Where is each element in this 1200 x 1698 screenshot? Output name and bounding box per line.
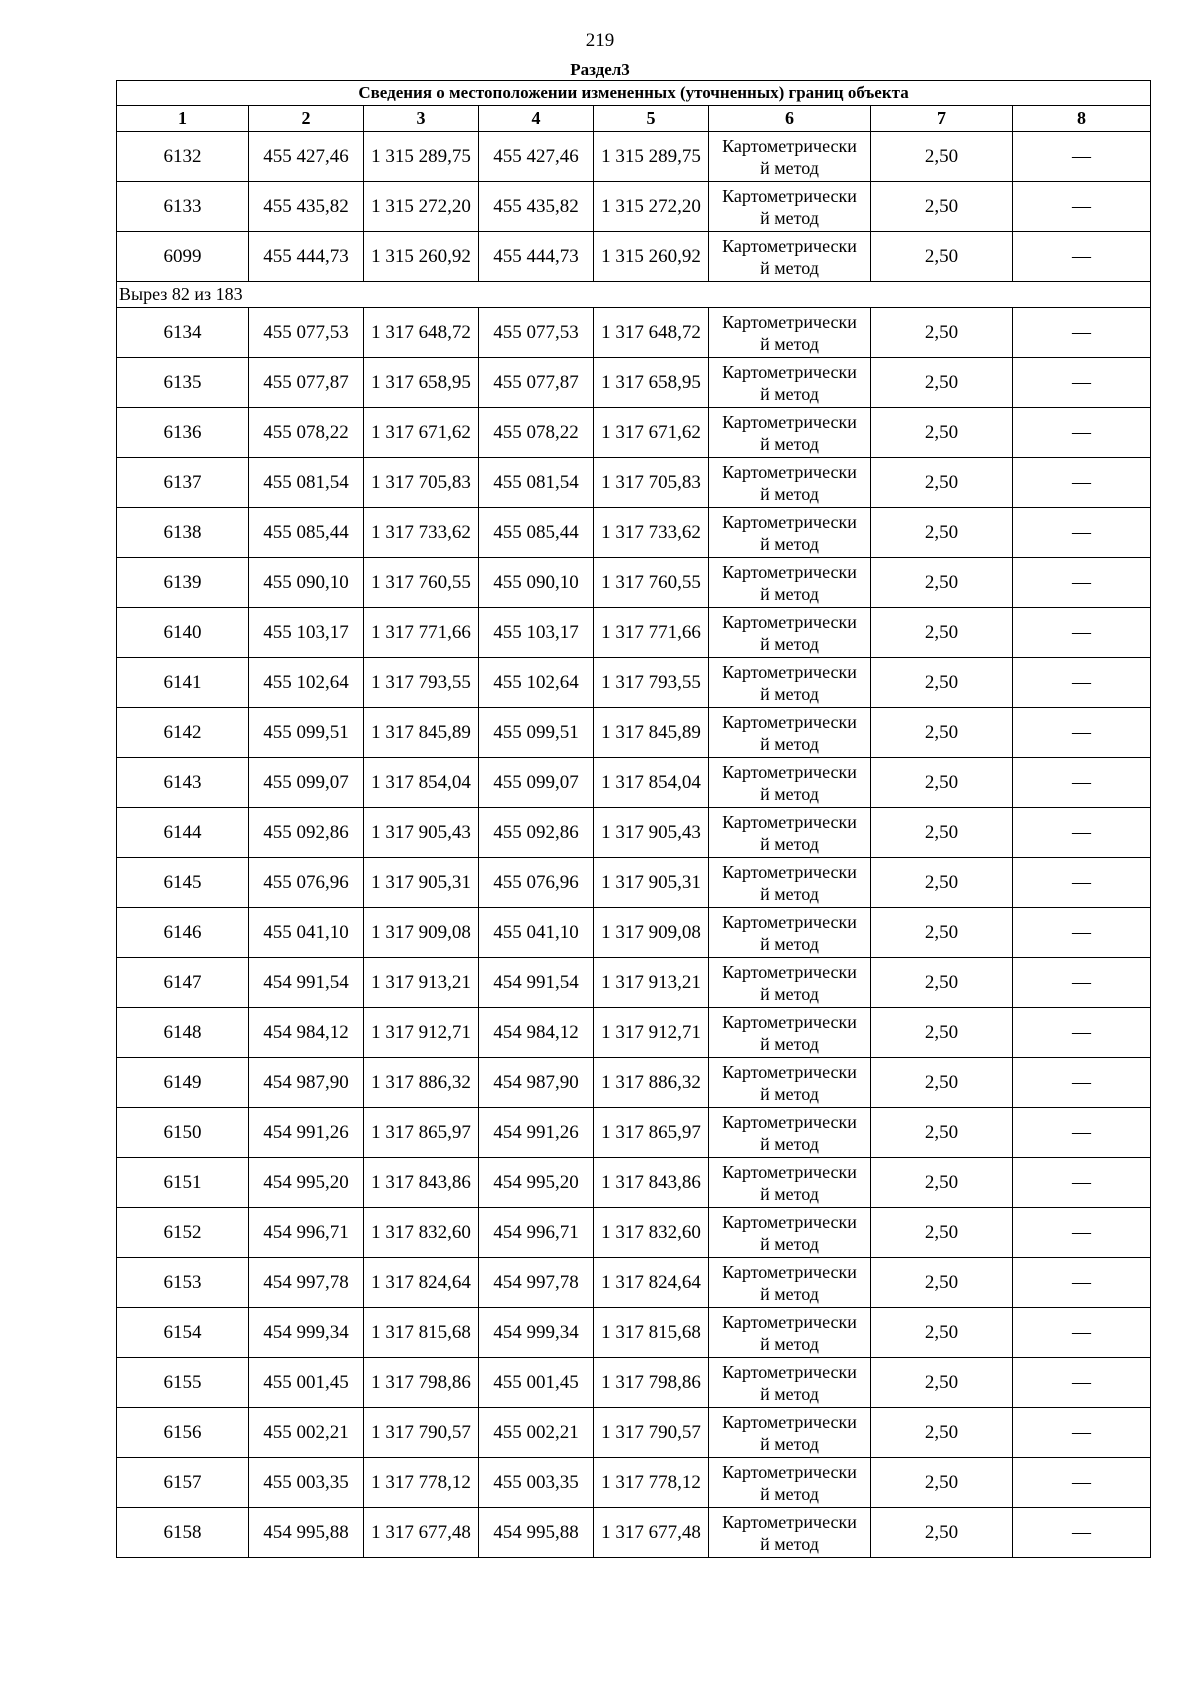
point-number-cell: 6136 xyxy=(117,408,249,458)
y-new-cell: 1 315 260,92 xyxy=(594,232,709,282)
description-cell: — xyxy=(1013,908,1151,958)
method-cell: Картометрически й метод xyxy=(709,658,871,708)
y-old-cell: 1 317 798,86 xyxy=(364,1358,479,1408)
y-new-cell: 1 317 824,64 xyxy=(594,1258,709,1308)
x-old-cell: 455 099,51 xyxy=(249,708,364,758)
method-cell: Картометрически й метод xyxy=(709,358,871,408)
table-row xyxy=(117,232,1151,282)
x-new-cell: 455 435,82 xyxy=(479,182,594,232)
x-new-cell: 455 092,86 xyxy=(479,808,594,858)
accuracy-cell: 2,50 xyxy=(871,1108,1013,1158)
accuracy-cell: 2,50 xyxy=(871,232,1013,282)
description-cell: — xyxy=(1013,1008,1151,1058)
y-old-cell: 1 317 760,55 xyxy=(364,558,479,608)
table-row xyxy=(117,1358,1151,1408)
table-row xyxy=(117,308,1151,358)
description-cell: — xyxy=(1013,408,1151,458)
x-new-cell: 455 077,53 xyxy=(479,308,594,358)
point-number-cell: 6137 xyxy=(117,458,249,508)
y-new-cell: 1 317 905,43 xyxy=(594,808,709,858)
column-number: 3 xyxy=(364,106,479,132)
x-new-cell: 455 078,22 xyxy=(479,408,594,458)
point-number-cell: 6138 xyxy=(117,508,249,558)
point-number-cell: 6157 xyxy=(117,1458,249,1508)
point-number-cell: 6151 xyxy=(117,1158,249,1208)
x-new-cell: 455 076,96 xyxy=(479,858,594,908)
table-row xyxy=(117,1408,1151,1458)
y-old-cell: 1 317 733,62 xyxy=(364,508,479,558)
point-number-cell: 6143 xyxy=(117,758,249,808)
y-new-cell: 1 317 771,66 xyxy=(594,608,709,658)
point-number-cell: 6155 xyxy=(117,1358,249,1408)
x-old-cell: 454 995,88 xyxy=(249,1508,364,1558)
table-row xyxy=(117,1208,1151,1258)
y-old-cell: 1 317 790,57 xyxy=(364,1408,479,1458)
x-old-cell: 455 078,22 xyxy=(249,408,364,458)
x-new-cell: 454 995,20 xyxy=(479,1158,594,1208)
method-cell: Картометрически й метод xyxy=(709,1408,871,1458)
point-number-cell: 6153 xyxy=(117,1258,249,1308)
method-cell: Картометрически й метод xyxy=(709,1308,871,1358)
accuracy-cell: 2,50 xyxy=(871,132,1013,182)
table-row xyxy=(117,1508,1151,1558)
table-row xyxy=(117,758,1151,808)
x-new-cell: 455 099,51 xyxy=(479,708,594,758)
method-cell: Картометрически й метод xyxy=(709,132,871,182)
point-number-cell: 6139 xyxy=(117,558,249,608)
accuracy-cell: 2,50 xyxy=(871,1208,1013,1258)
point-number-cell: 6134 xyxy=(117,308,249,358)
point-number-cell: 6158 xyxy=(117,1508,249,1558)
table-row xyxy=(117,132,1151,182)
x-old-cell: 455 041,10 xyxy=(249,908,364,958)
y-old-cell: 1 317 658,95 xyxy=(364,358,479,408)
method-cell: Картометрически й метод xyxy=(709,908,871,958)
y-old-cell: 1 317 824,64 xyxy=(364,1258,479,1308)
x-new-cell: 455 085,44 xyxy=(479,508,594,558)
x-new-cell: 455 090,10 xyxy=(479,558,594,608)
x-old-cell: 455 077,87 xyxy=(249,358,364,408)
method-cell: Картометрически й метод xyxy=(709,1258,871,1308)
table-row xyxy=(117,1308,1151,1358)
x-old-cell: 454 999,34 xyxy=(249,1308,364,1358)
x-new-cell: 454 997,78 xyxy=(479,1258,594,1308)
y-old-cell: 1 317 845,89 xyxy=(364,708,479,758)
accuracy-cell: 2,50 xyxy=(871,1458,1013,1508)
x-old-cell: 455 002,21 xyxy=(249,1408,364,1458)
y-new-cell: 1 317 909,08 xyxy=(594,908,709,958)
accuracy-cell: 2,50 xyxy=(871,908,1013,958)
x-old-cell: 455 427,46 xyxy=(249,132,364,182)
method-cell: Картометрически й метод xyxy=(709,1208,871,1258)
y-new-cell: 1 315 272,20 xyxy=(594,182,709,232)
y-new-cell: 1 317 843,86 xyxy=(594,1158,709,1208)
point-number-cell: 6156 xyxy=(117,1408,249,1458)
x-new-cell: 455 041,10 xyxy=(479,908,594,958)
y-new-cell: 1 317 913,21 xyxy=(594,958,709,1008)
y-new-cell: 1 317 912,71 xyxy=(594,1008,709,1058)
y-new-cell: 1 317 778,12 xyxy=(594,1458,709,1508)
table-row xyxy=(117,658,1151,708)
y-new-cell: 1 317 648,72 xyxy=(594,308,709,358)
y-new-cell: 1 317 671,62 xyxy=(594,408,709,458)
description-cell: — xyxy=(1013,508,1151,558)
section-row xyxy=(117,282,1151,308)
x-new-cell: 454 999,34 xyxy=(479,1308,594,1358)
accuracy-cell: 2,50 xyxy=(871,808,1013,858)
accuracy-cell: 2,50 xyxy=(871,182,1013,232)
description-cell: — xyxy=(1013,1208,1151,1258)
y-old-cell: 1 317 778,12 xyxy=(364,1458,479,1508)
point-number-cell: 6149 xyxy=(117,1058,249,1108)
description-cell: — xyxy=(1013,1408,1151,1458)
method-cell: Картометрически й метод xyxy=(709,558,871,608)
y-new-cell: 1 317 865,97 xyxy=(594,1108,709,1158)
accuracy-cell: 2,50 xyxy=(871,858,1013,908)
point-number-cell: 6099 xyxy=(117,232,249,282)
point-number-cell: 6146 xyxy=(117,908,249,958)
x-old-cell: 454 995,20 xyxy=(249,1158,364,1208)
column-number: 8 xyxy=(1013,106,1151,132)
x-old-cell: 455 090,10 xyxy=(249,558,364,608)
coordinates-table xyxy=(116,80,1151,1558)
table-row xyxy=(117,1458,1151,1508)
table-row xyxy=(117,808,1151,858)
description-cell: — xyxy=(1013,308,1151,358)
method-cell: Картометрически й метод xyxy=(709,808,871,858)
method-cell: Картометрически й метод xyxy=(709,308,871,358)
method-cell: Картометрически й метод xyxy=(709,708,871,758)
method-cell: Картометрически й метод xyxy=(709,182,871,232)
x-old-cell: 455 003,35 xyxy=(249,1458,364,1508)
method-cell: Картометрически й метод xyxy=(709,1458,871,1508)
description-cell: — xyxy=(1013,558,1151,608)
description-cell: — xyxy=(1013,132,1151,182)
y-old-cell: 1 317 905,31 xyxy=(364,858,479,908)
y-new-cell: 1 317 854,04 xyxy=(594,758,709,808)
x-new-cell: 454 996,71 xyxy=(479,1208,594,1258)
y-old-cell: 1 317 912,71 xyxy=(364,1008,479,1058)
x-old-cell: 455 099,07 xyxy=(249,758,364,808)
column-number: 2 xyxy=(249,106,364,132)
accuracy-cell: 2,50 xyxy=(871,608,1013,658)
y-old-cell: 1 315 272,20 xyxy=(364,182,479,232)
table-row xyxy=(117,1258,1151,1308)
method-cell: Картометрически й метод xyxy=(709,408,871,458)
x-old-cell: 455 001,45 xyxy=(249,1358,364,1408)
method-cell: Картометрически й метод xyxy=(709,1108,871,1158)
table-row xyxy=(117,182,1151,232)
y-old-cell: 1 317 854,04 xyxy=(364,758,479,808)
point-number-cell: 6144 xyxy=(117,808,249,858)
method-cell: Картометрически й метод xyxy=(709,458,871,508)
x-new-cell: 455 081,54 xyxy=(479,458,594,508)
point-number-cell: 6141 xyxy=(117,658,249,708)
table-row xyxy=(117,1008,1151,1058)
point-number-cell: 6140 xyxy=(117,608,249,658)
section-title: Раздел3 xyxy=(570,60,630,79)
x-old-cell: 455 102,64 xyxy=(249,658,364,708)
x-old-cell: 455 076,96 xyxy=(249,858,364,908)
y-old-cell: 1 317 909,08 xyxy=(364,908,479,958)
table-row xyxy=(117,558,1151,608)
table-row xyxy=(117,358,1151,408)
accuracy-cell: 2,50 xyxy=(871,758,1013,808)
y-new-cell: 1 317 793,55 xyxy=(594,658,709,708)
x-new-cell: 454 991,54 xyxy=(479,958,594,1008)
x-old-cell: 454 984,12 xyxy=(249,1008,364,1058)
point-number-cell: 6135 xyxy=(117,358,249,408)
method-cell: Картометрически й метод xyxy=(709,958,871,1008)
y-new-cell: 1 317 705,83 xyxy=(594,458,709,508)
y-old-cell: 1 315 260,92 xyxy=(364,232,479,282)
method-cell: Картометрически й метод xyxy=(709,758,871,808)
y-new-cell: 1 317 658,95 xyxy=(594,358,709,408)
point-number-cell: 6142 xyxy=(117,708,249,758)
accuracy-cell: 2,50 xyxy=(871,358,1013,408)
x-new-cell: 454 995,88 xyxy=(479,1508,594,1558)
x-old-cell: 455 444,73 xyxy=(249,232,364,282)
table-row xyxy=(117,858,1151,908)
description-cell: — xyxy=(1013,1158,1151,1208)
accuracy-cell: 2,50 xyxy=(871,1258,1013,1308)
description-cell: — xyxy=(1013,1258,1151,1308)
accuracy-cell: 2,50 xyxy=(871,508,1013,558)
y-old-cell: 1 317 677,48 xyxy=(364,1508,479,1558)
y-old-cell: 1 317 671,62 xyxy=(364,408,479,458)
y-new-cell: 1 317 677,48 xyxy=(594,1508,709,1558)
y-new-cell: 1 317 886,32 xyxy=(594,1058,709,1108)
y-new-cell: 1 317 760,55 xyxy=(594,558,709,608)
section-label: Вырез 82 из 183 xyxy=(117,282,1151,308)
y-new-cell: 1 317 815,68 xyxy=(594,1308,709,1358)
accuracy-cell: 2,50 xyxy=(871,1508,1013,1558)
description-cell: — xyxy=(1013,608,1151,658)
description-cell: — xyxy=(1013,1058,1151,1108)
accuracy-cell: 2,50 xyxy=(871,1358,1013,1408)
accuracy-cell: 2,50 xyxy=(871,458,1013,508)
accuracy-cell: 2,50 xyxy=(871,658,1013,708)
y-old-cell: 1 317 793,55 xyxy=(364,658,479,708)
table-body xyxy=(117,132,1151,1558)
description-cell: — xyxy=(1013,758,1151,808)
description-cell: — xyxy=(1013,858,1151,908)
x-new-cell: 454 991,26 xyxy=(479,1108,594,1158)
y-old-cell: 1 317 832,60 xyxy=(364,1208,479,1258)
y-old-cell: 1 317 648,72 xyxy=(364,308,479,358)
accuracy-cell: 2,50 xyxy=(871,408,1013,458)
description-cell: — xyxy=(1013,1508,1151,1558)
description-cell: — xyxy=(1013,1108,1151,1158)
description-cell: — xyxy=(1013,458,1151,508)
x-new-cell: 455 001,45 xyxy=(479,1358,594,1408)
y-old-cell: 1 315 289,75 xyxy=(364,132,479,182)
table-caption: Сведения о местоположении измененных (уточненных) границ объекта xyxy=(117,81,1151,106)
x-old-cell: 455 081,54 xyxy=(249,458,364,508)
x-new-cell: 455 444,73 xyxy=(479,232,594,282)
table-row xyxy=(117,958,1151,1008)
accuracy-cell: 2,50 xyxy=(871,1008,1013,1058)
method-cell: Картометрически й метод xyxy=(709,1008,871,1058)
accuracy-cell: 2,50 xyxy=(871,558,1013,608)
point-number-cell: 6145 xyxy=(117,858,249,908)
table-row xyxy=(117,508,1151,558)
description-cell: — xyxy=(1013,958,1151,1008)
y-old-cell: 1 317 886,32 xyxy=(364,1058,479,1108)
y-new-cell: 1 317 798,86 xyxy=(594,1358,709,1408)
table-row xyxy=(117,1158,1151,1208)
accuracy-cell: 2,50 xyxy=(871,958,1013,1008)
x-old-cell: 454 991,54 xyxy=(249,958,364,1008)
accuracy-cell: 2,50 xyxy=(871,708,1013,758)
column-number: 7 xyxy=(871,106,1013,132)
point-number-cell: 6154 xyxy=(117,1308,249,1358)
column-number: 5 xyxy=(594,106,709,132)
table-row xyxy=(117,458,1151,508)
description-cell: — xyxy=(1013,808,1151,858)
x-new-cell: 455 103,17 xyxy=(479,608,594,658)
y-old-cell: 1 317 843,86 xyxy=(364,1158,479,1208)
table-row xyxy=(117,608,1151,658)
accuracy-cell: 2,50 xyxy=(871,1408,1013,1458)
table-row xyxy=(117,1058,1151,1108)
table-row xyxy=(117,908,1151,958)
x-old-cell: 455 103,17 xyxy=(249,608,364,658)
column-number: 6 xyxy=(709,106,871,132)
y-new-cell: 1 317 733,62 xyxy=(594,508,709,558)
y-new-cell: 1 315 289,75 xyxy=(594,132,709,182)
page-number: 219 xyxy=(585,30,615,51)
y-old-cell: 1 317 913,21 xyxy=(364,958,479,1008)
method-cell: Картометрически й метод xyxy=(709,1508,871,1558)
accuracy-cell: 2,50 xyxy=(871,308,1013,358)
y-new-cell: 1 317 790,57 xyxy=(594,1408,709,1458)
point-number-cell: 6152 xyxy=(117,1208,249,1258)
accuracy-cell: 2,50 xyxy=(871,1058,1013,1108)
y-new-cell: 1 317 905,31 xyxy=(594,858,709,908)
point-number-cell: 6132 xyxy=(117,132,249,182)
description-cell: — xyxy=(1013,1458,1151,1508)
method-cell: Картометрически й метод xyxy=(709,608,871,658)
y-old-cell: 1 317 865,97 xyxy=(364,1108,479,1158)
table-row xyxy=(117,708,1151,758)
x-old-cell: 455 085,44 xyxy=(249,508,364,558)
point-number-cell: 6148 xyxy=(117,1008,249,1058)
method-cell: Картометрически й метод xyxy=(709,1358,871,1408)
y-old-cell: 1 317 815,68 xyxy=(364,1308,479,1358)
x-old-cell: 454 997,78 xyxy=(249,1258,364,1308)
method-cell: Картометрически й метод xyxy=(709,1058,871,1108)
x-new-cell: 454 984,12 xyxy=(479,1008,594,1058)
table-row xyxy=(117,1108,1151,1158)
y-new-cell: 1 317 832,60 xyxy=(594,1208,709,1258)
x-old-cell: 455 077,53 xyxy=(249,308,364,358)
x-new-cell: 455 002,21 xyxy=(479,1408,594,1458)
description-cell: — xyxy=(1013,232,1151,282)
point-number-cell: 6147 xyxy=(117,958,249,1008)
x-old-cell: 454 991,26 xyxy=(249,1108,364,1158)
y-old-cell: 1 317 705,83 xyxy=(364,458,479,508)
point-number-cell: 6133 xyxy=(117,182,249,232)
description-cell: — xyxy=(1013,358,1151,408)
description-cell: — xyxy=(1013,1308,1151,1358)
x-old-cell: 455 435,82 xyxy=(249,182,364,232)
y-old-cell: 1 317 771,66 xyxy=(364,608,479,658)
accuracy-cell: 2,50 xyxy=(871,1308,1013,1358)
method-cell: Картометрически й метод xyxy=(709,508,871,558)
x-new-cell: 455 003,35 xyxy=(479,1458,594,1508)
description-cell: — xyxy=(1013,658,1151,708)
y-new-cell: 1 317 845,89 xyxy=(594,708,709,758)
table-row xyxy=(117,408,1151,458)
x-old-cell: 454 996,71 xyxy=(249,1208,364,1258)
accuracy-cell: 2,50 xyxy=(871,1158,1013,1208)
y-old-cell: 1 317 905,43 xyxy=(364,808,479,858)
description-cell: — xyxy=(1013,1358,1151,1408)
method-cell: Картометрически й метод xyxy=(709,858,871,908)
method-cell: Картометрически й метод xyxy=(709,232,871,282)
point-number-cell: 6150 xyxy=(117,1108,249,1158)
column-number: 1 xyxy=(117,106,249,132)
column-number: 4 xyxy=(479,106,594,132)
method-cell: Картометрически й метод xyxy=(709,1158,871,1208)
x-new-cell: 455 099,07 xyxy=(479,758,594,808)
x-new-cell: 455 077,87 xyxy=(479,358,594,408)
column-number-row xyxy=(117,106,1151,132)
description-cell: — xyxy=(1013,182,1151,232)
x-old-cell: 454 987,90 xyxy=(249,1058,364,1108)
x-new-cell: 455 102,64 xyxy=(479,658,594,708)
x-old-cell: 455 092,86 xyxy=(249,808,364,858)
x-new-cell: 454 987,90 xyxy=(479,1058,594,1108)
x-new-cell: 455 427,46 xyxy=(479,132,594,182)
description-cell: — xyxy=(1013,708,1151,758)
